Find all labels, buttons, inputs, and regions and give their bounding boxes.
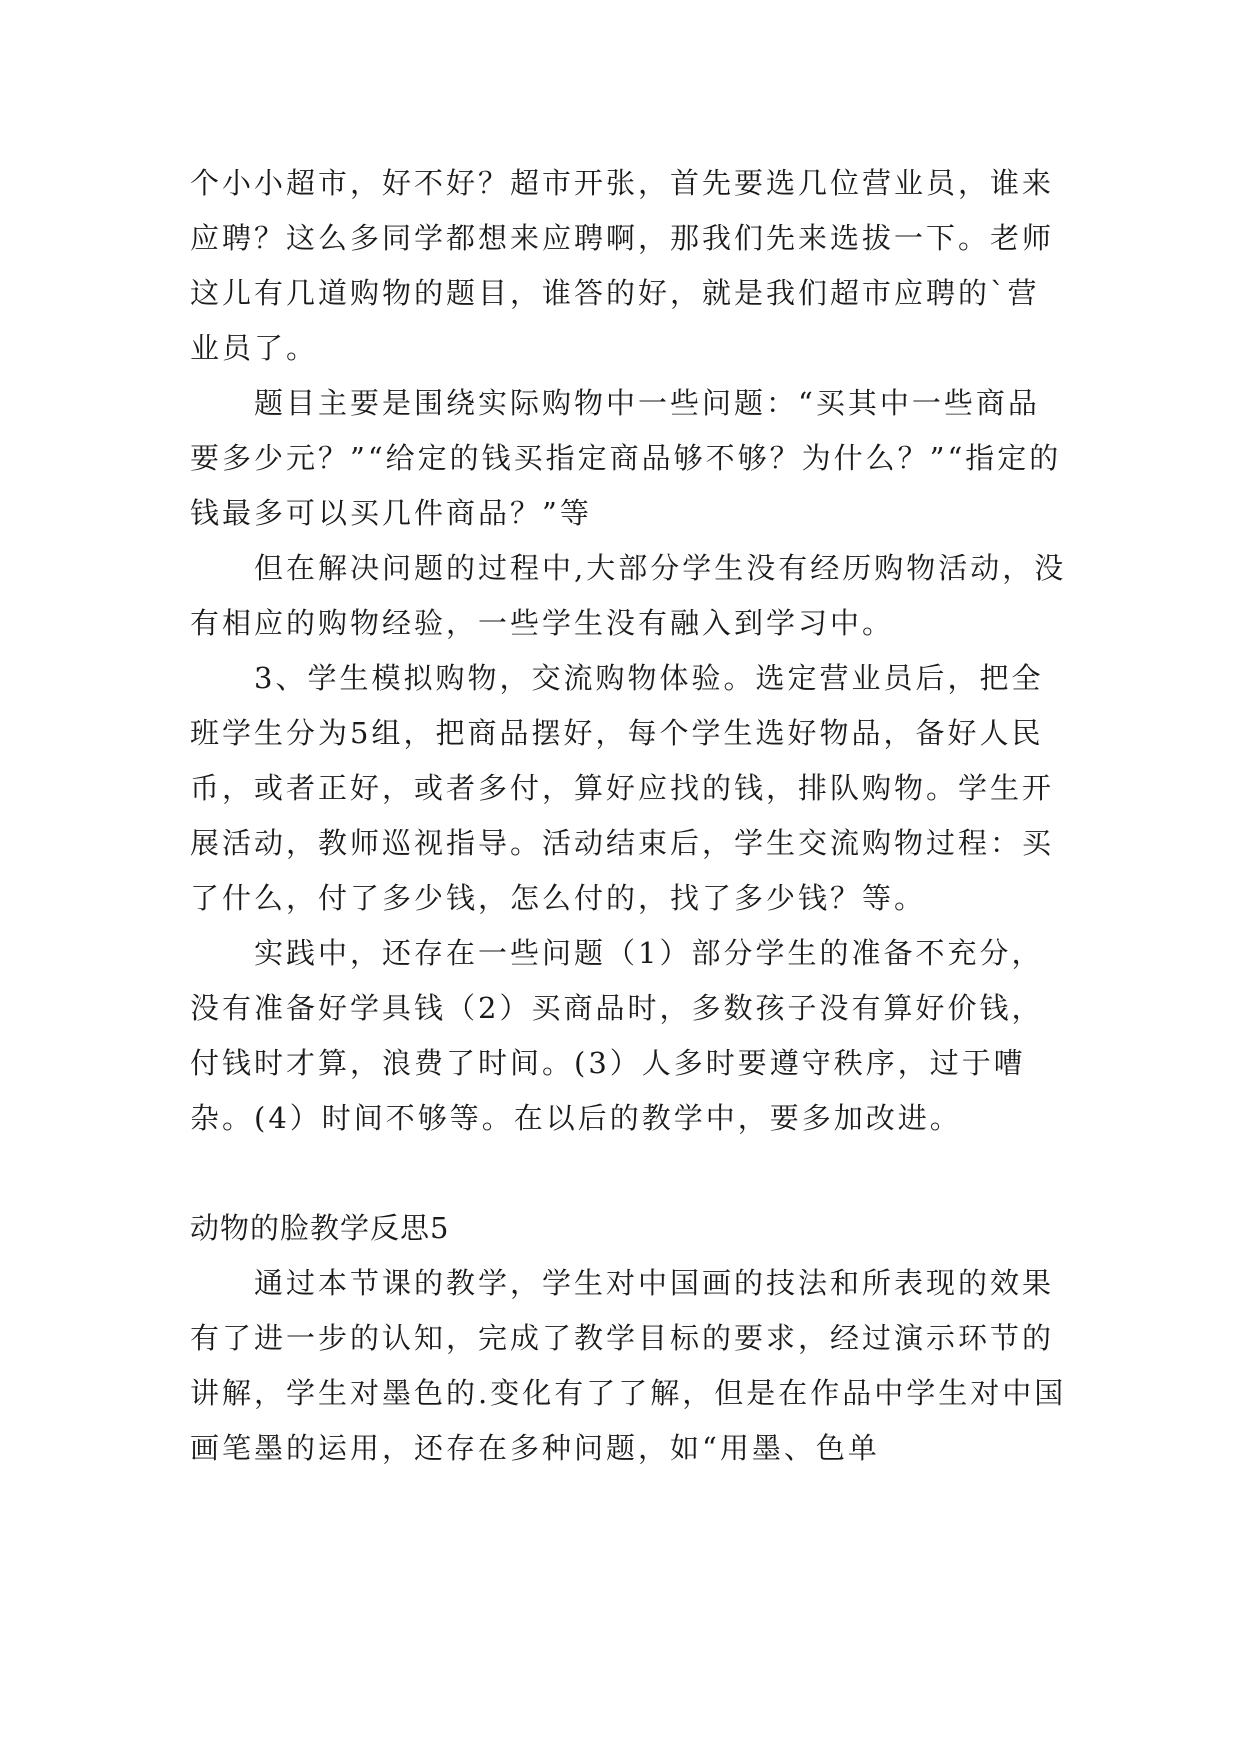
section-heading: 动物的脸教学反思5 (190, 1211, 450, 1245)
paragraph-3: 但在解决问题的过程中,大部分学生没有经历购物活动，没有相应的购物经验，一些学生没有融入到学习中。 (190, 551, 1067, 640)
paragraph-4: 3、学生模拟购物，交流购物体验。选定营业员后，把全班学生分为5组，把商品摆好，每个学生选好物品，备好人民币，或者正好，或者多付，算好应找的钱，排队购物。学生开展活动，教师巡视指导。活动结束后，学生交流购物过程：买了什么，付了多少钱，怎么付的，找了多少钱？等。 (190, 661, 1055, 915)
section-paragraph-1: 通过本节课的教学，学生对中国画的技法和所表现的效果有了进一步的认知，完成了教学目标的要求，经过演示环节的讲解，学生对墨色的.变化有了了解，但是在作品中学生对中国画笔墨的运用，还存在多种问题，如“用墨、色单 (190, 1266, 1067, 1465)
paragraph-2: 题目主要是围绕实际购物中一些问题：“买其中一些商品要多少元？”“给定的钱买指定商品够不够？为什么？”“指定的钱最多可以买几件商品？”等 (190, 386, 1062, 530)
document-body (190, 156, 1070, 1476)
paragraph-5: 实践中，还存在一些问题（1）部分学生的准备不充分，没有准备好学具钱（2）买商品时，多数孩子没有算好价钱，付钱时才算，浪费了时间。(3）人多时要遵守秩序，过于嘈杂。(4）时间不够等。在以后的教学中，要多加改进。 (190, 936, 1044, 1135)
paragraph-1: 个小小超市，好不好？超市开张，首先要选几位营业员，谁来应聘？这么多同学都想来应聘啊，那我们先来选拔一下。老师这儿有几道购物的题目，谁答的好，就是我们超市应聘的`营业员了。 (190, 166, 1055, 365)
